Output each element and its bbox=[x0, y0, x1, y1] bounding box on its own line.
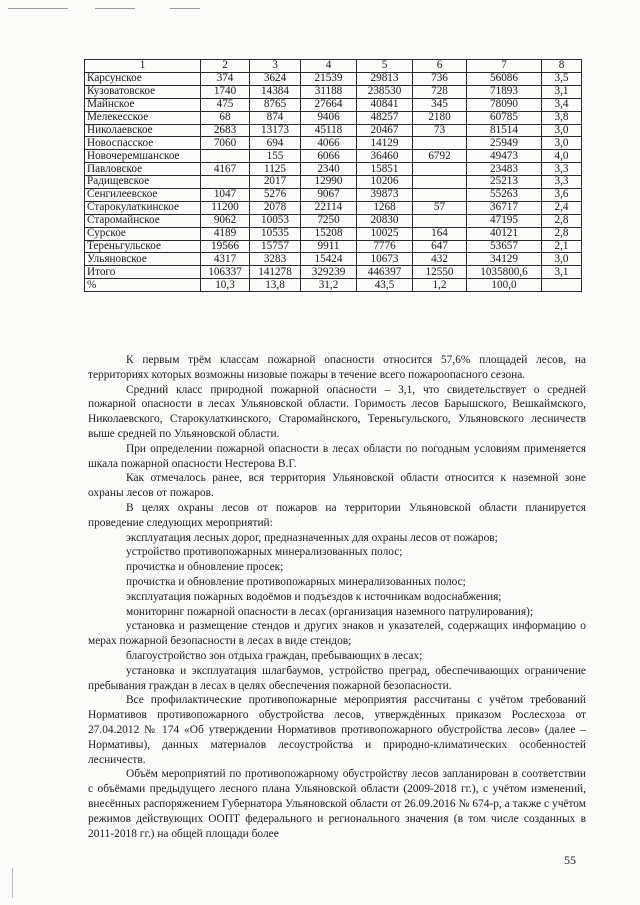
value-cell: 3,4 bbox=[542, 98, 582, 111]
table-row bbox=[85, 124, 582, 137]
value-cell: 1125 bbox=[250, 163, 301, 176]
value-cell: 68 bbox=[201, 111, 250, 124]
table-row bbox=[85, 201, 582, 214]
value-cell: 40121 bbox=[467, 227, 542, 240]
forest-fire-table bbox=[84, 59, 582, 292]
value-cell: 3283 bbox=[250, 253, 301, 266]
value-cell: 3,0 bbox=[542, 137, 582, 150]
value-cell: 9067 bbox=[301, 189, 357, 202]
value-cell: 4,0 bbox=[542, 150, 582, 163]
value-cell: 2180 bbox=[413, 111, 467, 124]
value-cell: 27664 bbox=[301, 98, 357, 111]
value-cell: 694 bbox=[250, 137, 301, 150]
value-cell: 6792 bbox=[413, 150, 467, 163]
district-name-cell: Карсунское bbox=[85, 73, 201, 86]
value-cell: 9062 bbox=[201, 214, 250, 227]
table-row bbox=[85, 266, 582, 279]
list-item: устройство противопожарных минерализованных полос; bbox=[126, 546, 403, 559]
value-cell: 7250 bbox=[301, 214, 357, 227]
value-cell: 10025 bbox=[357, 227, 413, 240]
value-cell: 1047 bbox=[201, 189, 250, 202]
value-cell: 20467 bbox=[357, 124, 413, 137]
column-header: 1 bbox=[85, 60, 201, 73]
value-cell: 4317 bbox=[201, 253, 250, 266]
value-cell: 71893 bbox=[467, 85, 542, 98]
value-cell: 7776 bbox=[357, 240, 413, 253]
value-cell bbox=[542, 279, 582, 292]
value-cell: 55263 bbox=[467, 189, 542, 202]
table-row bbox=[85, 150, 582, 163]
value-cell: 73 bbox=[413, 124, 467, 137]
value-cell: 6066 bbox=[301, 150, 357, 163]
value-cell: 874 bbox=[250, 111, 301, 124]
value-cell: 2,4 bbox=[542, 201, 582, 214]
value-cell: 7060 bbox=[201, 137, 250, 150]
value-cell: 60785 bbox=[467, 111, 542, 124]
value-cell bbox=[413, 163, 467, 176]
value-cell: 3,1 bbox=[542, 266, 582, 279]
value-cell: 9911 bbox=[301, 240, 357, 253]
value-cell: 141278 bbox=[250, 266, 301, 279]
page-number: 55 bbox=[564, 853, 576, 867]
value-cell: 36460 bbox=[357, 150, 413, 163]
value-cell: 20830 bbox=[357, 214, 413, 227]
value-cell: 19566 bbox=[201, 240, 250, 253]
district-name-cell: Кузоватовское bbox=[85, 85, 201, 98]
value-cell: 329239 bbox=[301, 266, 357, 279]
value-cell: 8765 bbox=[250, 98, 301, 111]
value-cell: 2,1 bbox=[542, 240, 582, 253]
value-cell: 43,5 bbox=[357, 279, 413, 292]
value-cell: 39873 bbox=[357, 189, 413, 202]
list-item: благоустройство зон отдыха граждан, пребывающих в лесах; bbox=[126, 649, 423, 662]
value-cell: 48257 bbox=[357, 111, 413, 124]
value-cell: 11200 bbox=[201, 201, 250, 214]
scan-artifacts bbox=[0, 0, 640, 20]
value-cell: 13,8 bbox=[250, 279, 301, 292]
district-name-cell: Сурское bbox=[85, 227, 201, 240]
value-cell: 4167 bbox=[201, 163, 250, 176]
value-cell: 31,2 bbox=[301, 279, 357, 292]
value-cell: 2,8 bbox=[542, 227, 582, 240]
district-name-cell: Итого bbox=[85, 266, 201, 279]
value-cell bbox=[413, 214, 467, 227]
value-cell: 3,1 bbox=[542, 85, 582, 98]
scan-edge-mark bbox=[12, 868, 13, 898]
value-cell: 21539 bbox=[301, 73, 357, 86]
district-name-cell: Мелекесское bbox=[85, 111, 201, 124]
value-cell: 29813 bbox=[357, 73, 413, 86]
table-row bbox=[85, 85, 582, 98]
value-cell: 12550 bbox=[413, 266, 467, 279]
value-cell: 78090 bbox=[467, 98, 542, 111]
value-cell: 49473 bbox=[467, 150, 542, 163]
district-name-cell: Старокулаткинское bbox=[85, 201, 201, 214]
value-cell: 374 bbox=[201, 73, 250, 86]
district-name-cell: Старомайнское bbox=[85, 214, 201, 227]
value-cell: 40841 bbox=[357, 98, 413, 111]
column-header: 8 bbox=[542, 60, 582, 73]
value-cell: 2683 bbox=[201, 124, 250, 137]
value-cell: 25949 bbox=[467, 137, 542, 150]
table-row bbox=[85, 137, 582, 150]
value-cell: 647 bbox=[413, 240, 467, 253]
value-cell: 4066 bbox=[301, 137, 357, 150]
value-cell: 238530 bbox=[357, 85, 413, 98]
value-cell: 53657 bbox=[467, 240, 542, 253]
district-name-cell: Радищевское bbox=[85, 176, 201, 189]
value-cell bbox=[201, 150, 250, 163]
column-header: 7 bbox=[467, 60, 542, 73]
district-name-cell: Тереньгульское bbox=[85, 240, 201, 253]
value-cell: 12990 bbox=[301, 176, 357, 189]
value-cell: 475 bbox=[201, 98, 250, 111]
body-text bbox=[88, 353, 586, 841]
list-item: прочистка и обновление просек; bbox=[126, 561, 284, 574]
table-row bbox=[85, 227, 582, 240]
column-header: 2 bbox=[201, 60, 250, 73]
value-cell bbox=[413, 189, 467, 202]
value-cell: 3,5 bbox=[542, 73, 582, 86]
value-cell: 36717 bbox=[467, 201, 542, 214]
district-name-cell: % bbox=[85, 279, 201, 292]
value-cell: 13173 bbox=[250, 124, 301, 137]
paragraph: установка и эксплуатация шлагбаумов, устройство преград, обеспечивающих ограничение пребывания граждан в лесах в целях обеспечения пожарной безопасности. bbox=[88, 664, 586, 692]
value-cell: 1,2 bbox=[413, 279, 467, 292]
list-item: прочистка и обновление противопожарных минерализованных полос; bbox=[126, 575, 466, 588]
value-cell: 2,8 bbox=[542, 214, 582, 227]
value-cell: 25213 bbox=[467, 176, 542, 189]
value-cell: 14384 bbox=[250, 85, 301, 98]
value-cell bbox=[201, 176, 250, 189]
value-cell: 23483 bbox=[467, 163, 542, 176]
value-cell: 22114 bbox=[301, 201, 357, 214]
value-cell: 155 bbox=[250, 150, 301, 163]
paragraph: установка и размещение стендов и других знаков и указателей, содержащих информацию о мерах пожарной безопасности в лесах в виде стендов; bbox=[88, 620, 586, 648]
paragraph: К первым трём классам пожарной опасности относится 57,6% площадей лесов, на территориях которых возможны низовые пожары в течение всего пожароопасного сезона. bbox=[88, 354, 586, 381]
list-item: эксплуатация пожарных водоёмов и подъездов к источникам водоснабжения; bbox=[126, 590, 502, 603]
value-cell: 14129 bbox=[357, 137, 413, 150]
paragraph: В целях охраны лесов от пожаров на территории Ульяновской области планируется проведение следующих мероприятий: bbox=[88, 501, 586, 529]
table-row bbox=[85, 279, 582, 292]
value-cell: 56086 bbox=[467, 73, 542, 86]
value-cell: 345 bbox=[413, 98, 467, 111]
district-name-cell: Николаевское bbox=[85, 124, 201, 137]
table-row bbox=[85, 98, 582, 111]
value-cell: 100,0 bbox=[467, 279, 542, 292]
paragraph: При определении пожарной опасности в лесах области по погодным условиям применяется шкала пожарной опасности Нестерова В.Г. bbox=[88, 442, 586, 470]
table-row bbox=[85, 111, 582, 124]
value-cell: 9406 bbox=[301, 111, 357, 124]
paragraph: Средний класс природной пожарной опасности – 3,1, что свидетельствует о средней пожарной опасности в лесах Ульяновской области. Горимость лесов Барышского, Вешкаймского, Николаевского, Старокулаткинского, Старомайнского, Тереньгульского, Ульяновского лесничеств выше средней по Ульяновской области. bbox=[88, 383, 586, 440]
table-row bbox=[85, 189, 582, 202]
value-cell: 3,3 bbox=[542, 176, 582, 189]
table-row bbox=[85, 214, 582, 227]
table-row bbox=[85, 163, 582, 176]
value-cell: 10,3 bbox=[201, 279, 250, 292]
value-cell: 81514 bbox=[467, 124, 542, 137]
district-name-cell: Новочеремшанское bbox=[85, 150, 201, 163]
district-name-cell: Новоспасское bbox=[85, 137, 201, 150]
value-cell: 164 bbox=[413, 227, 467, 240]
value-cell: 15424 bbox=[301, 253, 357, 266]
value-cell: 47195 bbox=[467, 214, 542, 227]
value-cell: 446397 bbox=[357, 266, 413, 279]
value-cell: 3,0 bbox=[542, 253, 582, 266]
value-cell: 3,6 bbox=[542, 189, 582, 202]
value-cell bbox=[413, 137, 467, 150]
paragraph: Все профилактические противопожарные мероприятия рассчитаны с учётом требований Нормативов противопожарного обустройства лесов, утверждённых приказом Рослесхоза от 27.04.2012 № 174 «Об утверждении Нормативов противопожарного обустройства лесов» (далее – Нормативы), данных материалов лесоустройства и природно-климатических особенностей лесничеств. bbox=[88, 694, 586, 766]
list-item: мониторинг пожарной опасности в лесах (организация наземного патрулирования); bbox=[126, 605, 534, 618]
value-cell: 2340 bbox=[301, 163, 357, 176]
value-cell: 31188 bbox=[301, 85, 357, 98]
value-cell: 3,0 bbox=[542, 124, 582, 137]
district-name-cell: Сенгилеевское bbox=[85, 189, 201, 202]
value-cell: 10206 bbox=[357, 176, 413, 189]
value-cell: 10535 bbox=[250, 227, 301, 240]
list-item: эксплуатация лесных дорог, предназначенных для охраны лесов от пожаров; bbox=[126, 531, 498, 544]
table-row bbox=[85, 240, 582, 253]
column-header: 3 bbox=[250, 60, 301, 73]
value-cell: 15757 bbox=[250, 240, 301, 253]
value-cell: 5276 bbox=[250, 189, 301, 202]
value-cell: 2078 bbox=[250, 201, 301, 214]
value-cell: 15851 bbox=[357, 163, 413, 176]
paragraph: Как отмечалось ранее, вся территория Ульяновской области относится к наземной зоне охраны лесов от пожаров. bbox=[88, 472, 586, 500]
value-cell: 1268 bbox=[357, 201, 413, 214]
paragraph: Объём мероприятий по противопожарному обустройству лесов запланирован в соответствии с объёмами предыдущего лесного плана Ульяновской области (2009-2018 гг.), с учётом изменений, внесённых распоряжением Губернатора Ульяновской области от 26.09.2016 № 674-р, а также с учётом режимов действующих ООПТ федерального и регионального значения (в том числе созданных в 2011-2018 гг.) на общей площади более bbox=[88, 768, 586, 840]
value-cell: 1035800,6 bbox=[467, 266, 542, 279]
column-header: 6 bbox=[413, 60, 467, 73]
district-name-cell: Павловское bbox=[85, 163, 201, 176]
table-row bbox=[85, 253, 582, 266]
district-name-cell: Майнское bbox=[85, 98, 201, 111]
value-cell: 1740 bbox=[201, 85, 250, 98]
district-name-cell: Ульяновское bbox=[85, 253, 201, 266]
value-cell: 2017 bbox=[250, 176, 301, 189]
column-header: 4 bbox=[301, 60, 357, 73]
table-header-row bbox=[85, 60, 582, 73]
value-cell: 34129 bbox=[467, 253, 542, 266]
column-header: 5 bbox=[357, 60, 413, 73]
value-cell: 45118 bbox=[301, 124, 357, 137]
table-row bbox=[85, 176, 582, 189]
value-cell bbox=[413, 176, 467, 189]
value-cell: 728 bbox=[413, 85, 467, 98]
value-cell: 10673 bbox=[357, 253, 413, 266]
value-cell: 736 bbox=[413, 73, 467, 86]
value-cell: 4189 bbox=[201, 227, 250, 240]
value-cell: 3,3 bbox=[542, 163, 582, 176]
value-cell: 57 bbox=[413, 201, 467, 214]
value-cell: 106337 bbox=[201, 266, 250, 279]
table-row bbox=[85, 73, 582, 86]
value-cell: 3624 bbox=[250, 73, 301, 86]
value-cell: 10053 bbox=[250, 214, 301, 227]
value-cell: 432 bbox=[413, 253, 467, 266]
value-cell: 15208 bbox=[301, 227, 357, 240]
value-cell: 3,8 bbox=[542, 111, 582, 124]
